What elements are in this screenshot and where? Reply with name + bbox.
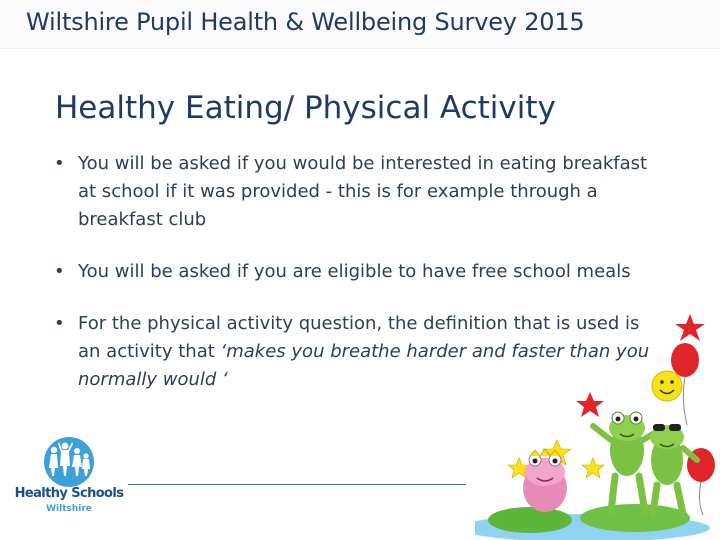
smiley-face-icon — [652, 371, 682, 401]
bullet-physical-activity-definition: ‘makes you breathe harder and faster than you normally would ‘ — [78, 341, 650, 390]
slide-title: Healthy Eating/ Physical Activity — [55, 90, 556, 126]
logo-subtitle: Wiltshire — [46, 504, 92, 514]
bullet-free-school-meals-text: You will be asked if you are eligible to have free school meals — [78, 261, 631, 282]
red-star-icon — [576, 392, 604, 417]
children-figures-icon — [40, 436, 98, 488]
header-banner — [0, 0, 720, 49]
bullet-physical-activity-text: For the physical activity question, the definition that is used is an activity that — [78, 313, 640, 362]
red-star-icon — [675, 314, 705, 341]
bullet-breakfast — [52, 150, 652, 234]
bullet-free-school-meals — [52, 258, 652, 286]
healthy-schools-logo — [8, 436, 130, 520]
logo-name: Healthy Schools — [14, 486, 124, 501]
frogs-balloons-stars-illustration — [475, 300, 720, 540]
footer-divider — [128, 484, 466, 485]
survey-title: Wiltshire Pupil Health & Wellbeing Survey 2015 — [26, 8, 585, 36]
yellow-star-icon — [582, 458, 604, 478]
green-frog-icon — [593, 412, 659, 512]
pink-frog-icon — [523, 449, 567, 512]
bullet-breakfast-text: You will be asked if you would be interested in eating breakfast at school if it was provided - this is for example through a breakfast club — [78, 153, 648, 230]
